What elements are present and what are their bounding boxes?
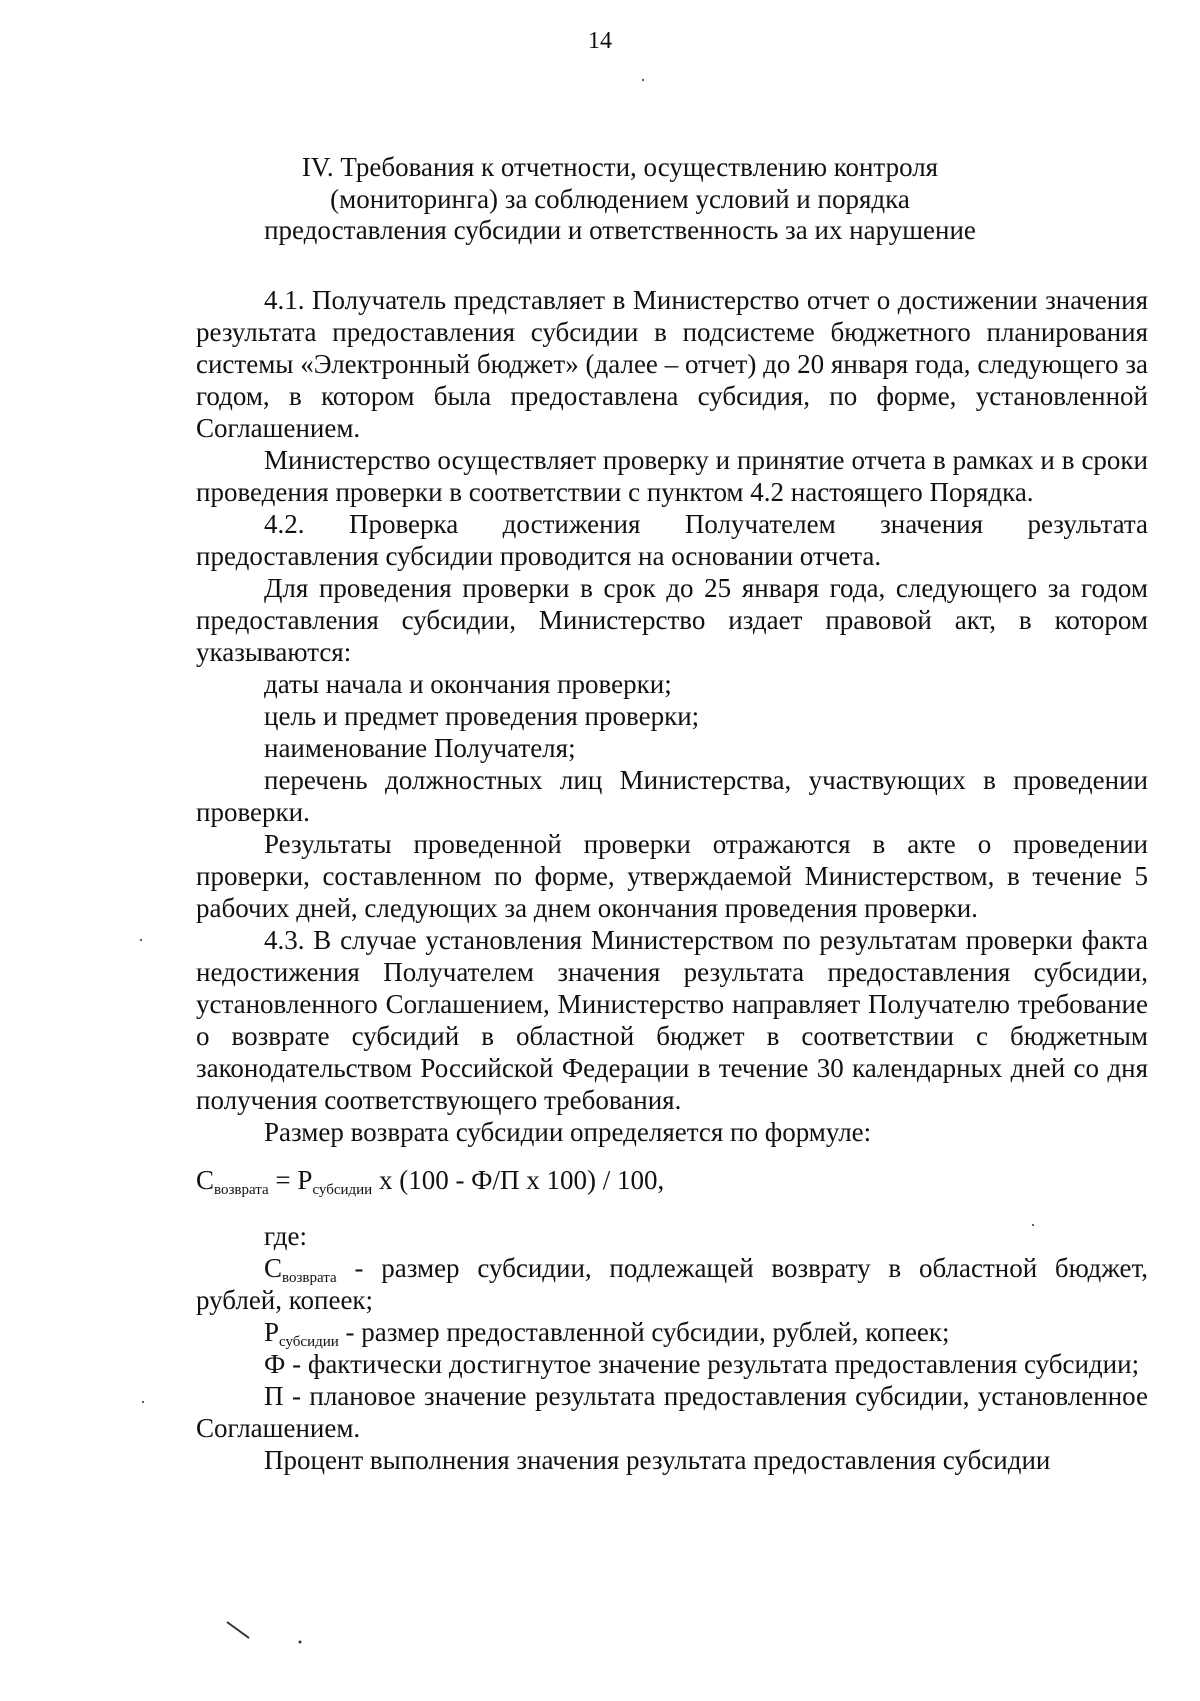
paragraph-percent: Процент выполнения значения результата предоставления субсидии [264,1445,1051,1475]
scan-dot: · [138,930,144,950]
definition-f: Ф - фактически достигнутое значение результата предоставления субсидии; [264,1349,1140,1379]
formula-rest: х (100 - Ф/П х 100) / 100, [372,1165,665,1195]
scan-stroke [225,1618,315,1648]
definition-plan: П - плановое значение результата предоставления субсидии, установленное Соглашением. [196,1381,1148,1443]
scan-dot: · [1030,1215,1036,1235]
document-body [196,284,1148,1476]
definition-p-text: - размер предоставленной субсидии, рублей, копеек; [338,1317,950,1347]
section-heading [180,152,1060,247]
formula-c: С [196,1165,215,1195]
formula-c-subscript: возврата [214,1182,269,1198]
definition-c [196,1252,1148,1316]
definition-c-text: - размер субсидии, подлежащей возврату в областной бюджет, рублей, копеек; [196,1253,1148,1315]
definition-c-subscript: возврата [282,1270,337,1286]
scan-dot: · [140,1392,146,1412]
list-item: цель и предмет проведения проверки; [264,701,700,731]
scan-dot: · [640,70,646,90]
definition-p-symbol: Р [264,1317,280,1347]
definitions-where: где: [264,1221,307,1251]
formula [196,1164,1148,1196]
paragraph-check-term: Для проведения проверки в срок до 25 января года, следующего за годом предоставления субсидии, Министерство издает правовой акт, в котором указываются: [196,573,1148,667]
heading-line-2: (мониторинга) за соблюдением условий и порядка [330,183,910,214]
paragraph-4-3: 4.3. В случае установления Министерством по результатам проверки факта недостижения Получателем значения результата предоставления субсидии, установленного Соглашением, Министерство направляет Получателю требование о возврате субсидий в областной бюджет в соответствии с бюджетным законодательством Российской Федерации в течение 30 календарных дней со дня получения соответствующего требования. [196,925,1148,1115]
list-item-officials: перечень должностных лиц Министерства, участвующих в проведении проверки. [196,765,1148,827]
paragraph-check: Министерство осуществляет проверку и принятие отчета в рамках и в сроки проведения проверки в соответствии с пунктом 4.2 настоящего Порядка. [196,445,1148,507]
formula-p-subscript: субсидии [312,1182,373,1198]
list-item: наименование Получателя; [264,733,576,763]
list-item: даты начала и окончания проверки; [264,669,672,699]
heading-line-3: предоставления субсидии и ответственность за их нарушение [264,215,976,245]
page-number: 14 [588,28,612,54]
formula-p: Р [297,1165,313,1195]
definition-p-subscript: субсидии [279,1334,339,1350]
paragraph-4-2: 4.2. Проверка достижения Получателем значения результата предоставления субсидии проводится на основании отчета. [196,509,1148,571]
definition-p [196,1316,1148,1348]
paragraph-4-1: 4.1. Получатель представляет в Министерство отчет о достижении значения результата предоставления субсидии в подсистеме бюджетного планирования системы «Электронный бюджет» (далее – отчет) до 20 января года, следующего за годом, в котором была предоставлена субсидия, по форме, установленной Соглашением. [196,285,1148,443]
paragraph-formula-intro: Размер возврата субсидии определяется по формуле: [264,1117,872,1147]
formula-equals: = [268,1165,298,1195]
heading-line-1: IV. Требования к отчетности, осуществлению контроля [301,152,939,182]
definition-c-symbol: С [264,1253,283,1283]
paragraph-results: Результаты проведенной проверки отражаются в акте о проведении проверки, составленном по форме, утверждаемой Министерством, в течение 5 рабочих дней, следующих за днем окончания проведения проверки. [196,829,1148,923]
